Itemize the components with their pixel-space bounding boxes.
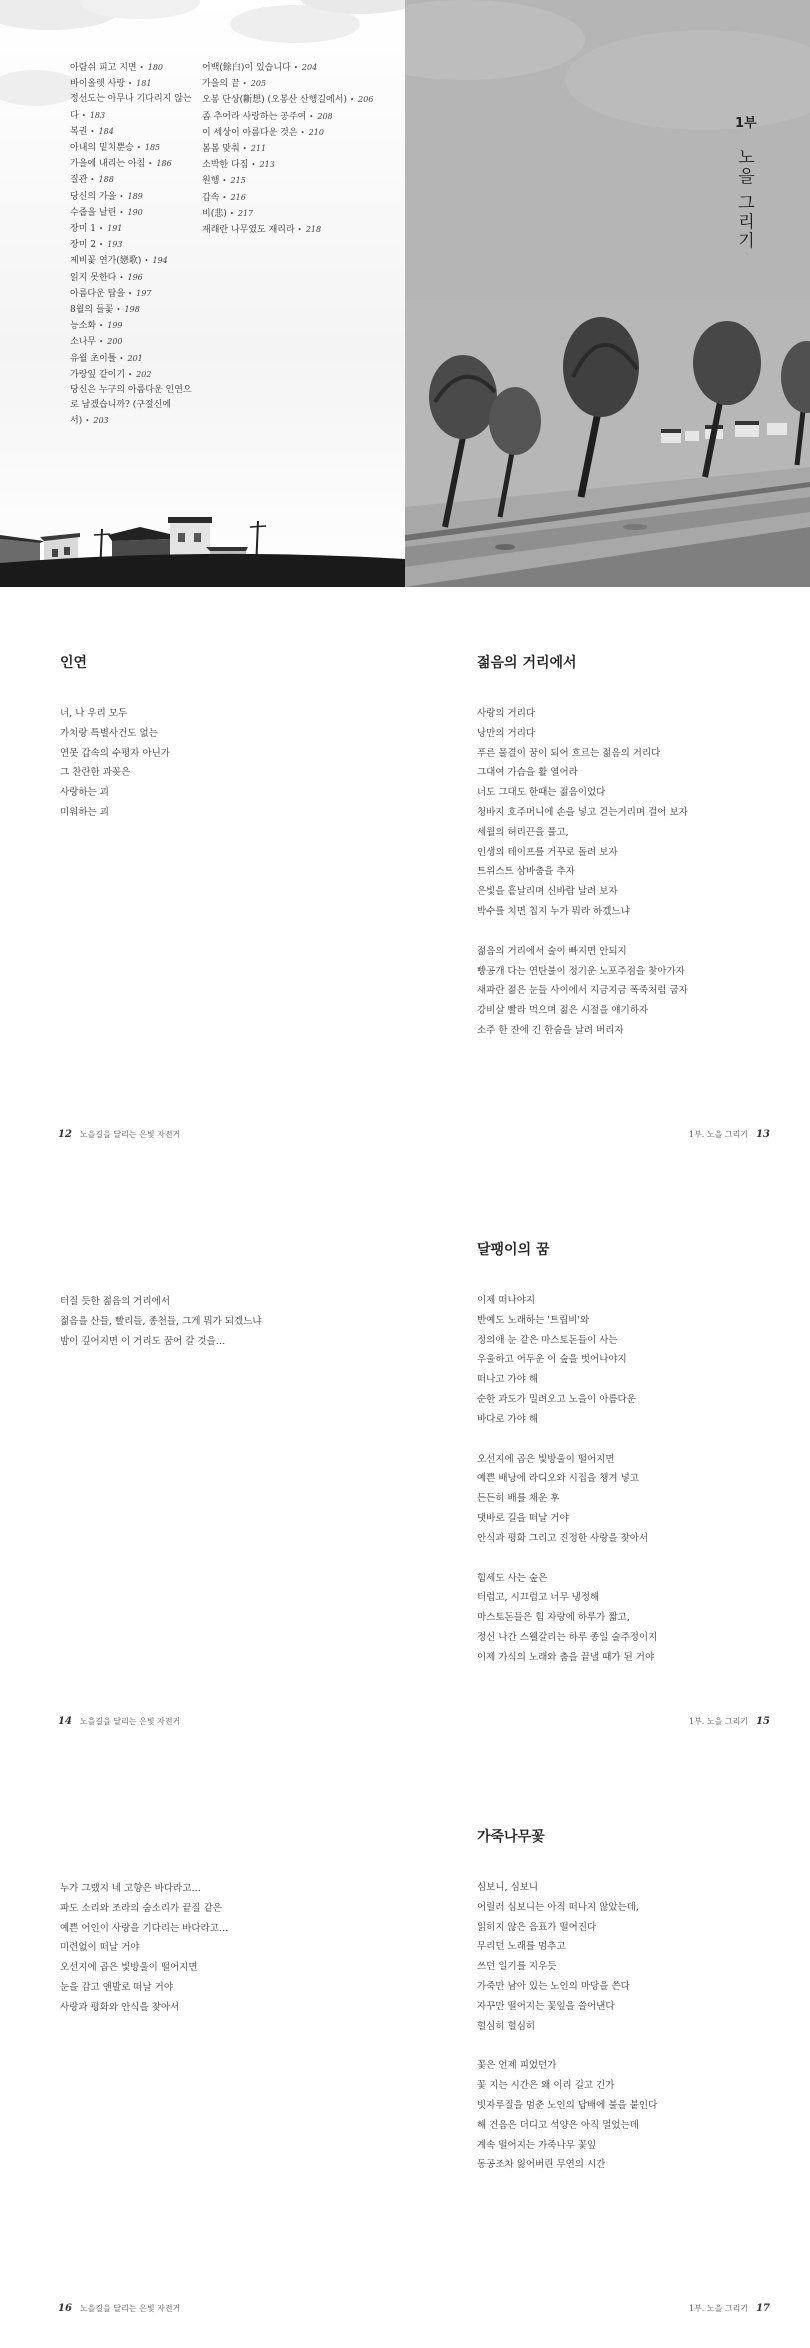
bullet-icon: • (99, 322, 104, 331)
poem-body (60, 1292, 262, 1351)
part-number: 1부 (735, 116, 757, 131)
toc-item (202, 109, 392, 125)
toc-item-page: 181 (136, 79, 152, 89)
poem-title: 젊음의 거리에서 (477, 655, 577, 671)
poem-line: 연못 갑속의 수평자 아닌가 (60, 747, 171, 759)
running-head: 1부. 노을 그리기 (688, 1717, 749, 1726)
toc-item-title: 좀 추어라 사랑하는 공주여 (202, 111, 307, 122)
toc-item-page: 202 (136, 369, 152, 379)
bullet-icon: • (119, 192, 124, 201)
bullet-icon: • (229, 209, 234, 218)
stanza (60, 704, 170, 823)
poem-line: 밤이 깊어지면 이 거리도 꿈어 갈 것을… (60, 1335, 226, 1347)
poem-line: 정의애 눈 같은 마스토돈들이 사는 (477, 1334, 618, 1346)
toc-item (202, 60, 392, 76)
poem-body (477, 1291, 657, 1668)
bullet-icon: • (85, 417, 90, 426)
toc-item (202, 157, 392, 173)
toc-item (70, 92, 200, 123)
running-head: 노을길을 달리는 은빛 자전거 (79, 1130, 181, 1139)
toc-item-title: 어백(餘白)이 있습니다 (202, 63, 291, 73)
poem-line: 바다로 가야 해 (477, 1413, 539, 1425)
toc-item-page: 199 (107, 321, 123, 331)
poem-line: 젊음을 산들, 빨리들, 종천들, 그게 뭐가 되겠느냐 (60, 1315, 262, 1327)
poem-line: 정신 나간 스웰갈리는 하루 종일 술주정이지 (477, 1631, 658, 1643)
poem-line: 쓰던 일기를 지우듯 (477, 1961, 557, 1973)
poem-line: 인생의 테이프를 거꾸로 돌려 보자 (477, 846, 618, 858)
toc-item (70, 172, 200, 188)
page-number: 14 (58, 1716, 72, 1727)
poem-line: 든든히 배를 채운 후 (477, 1493, 560, 1505)
poem-line: 사랑과 평화와 안식을 찾아서 (60, 2001, 180, 2013)
toc-item-page: 193 (107, 240, 123, 250)
toc-item-page: 194 (152, 256, 168, 266)
toc-item-page: 191 (107, 224, 123, 234)
bullet-icon: • (98, 225, 104, 234)
poem-line: 떠나고 가야 해 (477, 1374, 539, 1386)
page-15 (405, 1174, 810, 1761)
bullet-icon: • (300, 128, 305, 137)
toc-item (70, 253, 200, 269)
toc-item-page: 196 (127, 272, 143, 282)
toc-item-title: 갑속 (202, 192, 220, 203)
stanza (477, 1450, 657, 1549)
poem-body (477, 1878, 657, 2175)
trees-field-illustration (405, 297, 810, 587)
toc-column-left (70, 60, 200, 430)
page-number: 16 (58, 2303, 72, 2314)
toc-item-page: 198 (124, 305, 140, 315)
toc-item (70, 318, 200, 334)
toc-item (70, 76, 200, 92)
toc-item-title: 소나무 (70, 337, 97, 348)
poem-line: 세월의 허리끈을 풀고, (477, 826, 569, 838)
bullet-icon: • (242, 145, 247, 154)
poem-line: 빗자루질을 멈춘 노인의 답배에 불을 붙인다 (477, 2099, 658, 2111)
poem-line: 댓바로 길을 떠날 거야 (477, 1512, 569, 1524)
toc-item-title: 아람쉬 피고 지면 (70, 63, 137, 73)
bullet-icon: • (148, 160, 153, 169)
toc-item-title: 유월 초이틀 (70, 353, 117, 364)
poem-line: 계속 떨어지는 가죽나무 꽃잎 (477, 2139, 597, 2151)
poem-line: 우울하고 어두운 이 숲을 벗어나야지 (477, 1354, 627, 1366)
poem-line: 소주 한 잔에 긴 한숨을 날려 버리자 (477, 1024, 624, 1036)
bullet-icon: • (119, 273, 124, 282)
toc-item-page: 189 (127, 191, 143, 201)
poem-line: 오선지에 곱은 빛방울이 떨어지면 (60, 1962, 198, 1974)
toc-item-page: 190 (127, 207, 143, 217)
stanza (477, 1291, 657, 1430)
toc-item-page: 211 (250, 144, 267, 154)
running-head: 노을길을 달리는 은빛 자전거 (79, 1717, 181, 1726)
page-number: 13 (756, 1129, 770, 1140)
toc-item-title: 수줍을 날린 (70, 207, 117, 218)
spread-pages-14-15 (0, 1174, 810, 1761)
poem-line: 푸른 물결이 꿈이 되어 흐르는 젊음의 거리다 (477, 747, 661, 759)
toc-item-title: 바이올렛 사랑 (70, 79, 126, 90)
spread-pages-12-13 (0, 587, 810, 1174)
page-number: 17 (756, 2303, 770, 2314)
toc-item-title: 장미 2 (70, 240, 96, 251)
folio (689, 2303, 770, 2314)
folio (58, 1716, 180, 1727)
toc-item (70, 302, 200, 318)
toc-item (70, 140, 200, 156)
poem-line: 심보니, 심보니 (477, 1882, 539, 1893)
toc-item (70, 334, 200, 350)
toc-item (70, 351, 200, 367)
bullet-icon: • (98, 241, 104, 250)
toc-item-title: 당신의 가을 (70, 191, 117, 202)
poem-line: 새파란 젊은 눈들 사이에서 지금지금 폭죽처럼 굽자 (477, 985, 688, 997)
part-title: 노을 그리기 (734, 148, 754, 251)
toc-item-page: 218 (305, 225, 322, 235)
poem-line: 동공조차 잃어버린 무연의 시간 (477, 2159, 606, 2171)
bullet-icon: • (222, 193, 227, 202)
toc-item (70, 221, 200, 237)
stanza (477, 2056, 657, 2175)
poem-title: 달팽이의 꿈 (477, 1242, 550, 1258)
bullet-icon: • (222, 177, 227, 186)
poem-line: 미워하는 괴 (60, 806, 109, 818)
toc-item (202, 190, 392, 206)
cloud-decoration (0, 70, 80, 106)
poem-line: 사랑의 거리다 (477, 708, 536, 719)
bullet-icon: • (128, 370, 133, 379)
toc-item-page: 217 (237, 208, 254, 218)
bullet-icon: • (90, 127, 95, 136)
stanza (477, 1878, 657, 2036)
poem-title: 가죽나무꽃 (477, 1829, 545, 1845)
toc-item (70, 124, 200, 140)
toc-item-page: 206 (358, 95, 374, 105)
folio (58, 1129, 180, 1140)
bullet-icon: • (116, 306, 121, 315)
bullet-icon: • (90, 176, 95, 185)
toc-item-page: 215 (230, 176, 246, 186)
toc-item (70, 189, 200, 205)
toc-item-title: 비(悲) (202, 208, 227, 219)
toc-item-title: 가랑잎 같이기 (70, 369, 126, 380)
poem-line: 이제 가식의 노래와 춤을 끝낼 때가 된 거야 (477, 1651, 655, 1663)
poem-line: 순한 과도가 밀려오고 노을이 아름다운 (477, 1393, 636, 1405)
spread-pages-16-17 (0, 1761, 810, 2348)
page-14 (0, 1174, 405, 1761)
toc-item-title: 가을에 내리는 아침 (70, 159, 146, 170)
toc-item-title: 이 세상이 아름다운 것은 (202, 127, 298, 138)
toc-item-page: 208 (317, 111, 333, 121)
page-number: 15 (756, 1716, 770, 1727)
folio (58, 2303, 180, 2314)
toc-item (70, 60, 200, 76)
running-head: 1부. 노을 그리기 (688, 1130, 749, 1139)
page-number: 12 (58, 1129, 72, 1140)
poem-line: 오선지에 곱은 빛방울이 떨어지면 (477, 1453, 615, 1465)
toc-item-title: 당신은 누구의 아름다운 인연으로 남겠습니까? (구절신에서) (70, 385, 192, 427)
page-17 (405, 1761, 810, 2348)
poem-line: 터질 듯한 젊음의 거리에서 (60, 1296, 171, 1307)
bullet-icon: • (144, 257, 149, 266)
poem-line: 파도 소리와 조라의 숨소리가 끝질 같은 (60, 1902, 222, 1914)
toc-item-title: 질관 (70, 175, 88, 186)
bullet-icon: • (139, 64, 144, 72)
toc-item (202, 222, 392, 238)
bullet-icon: • (128, 289, 133, 298)
poem-line: 가치랑 특별사건도 없는 (60, 727, 158, 739)
toc-item (202, 125, 392, 141)
page-13 (405, 587, 810, 1174)
toc-item (70, 237, 200, 253)
poem-line: 은빛을 흩날리며 신바람 날려 보자 (477, 886, 618, 898)
page-12 (0, 587, 405, 1174)
toc-item-page: 203 (93, 416, 109, 426)
toc-item (70, 156, 200, 172)
running-head: 노을길을 달리는 은빛 자전거 (79, 2304, 181, 2313)
poem-line: 읽히지 않은 음표가 떨어진다 (477, 1921, 597, 1933)
toc-item-page: 213 (259, 160, 275, 170)
toc-page (0, 0, 405, 587)
poem-line: 사랑하는 괴 (60, 787, 109, 799)
stanza (477, 942, 688, 1041)
toc-item (70, 367, 200, 383)
toc-item (202, 76, 392, 92)
toc-item (202, 92, 392, 108)
toc-item-page: 205 (250, 79, 267, 89)
spread-toc-part-opener (0, 0, 810, 587)
poem-line: 너, 나 우리 모두 (60, 708, 128, 719)
toc-item-page: 201 (127, 353, 143, 363)
bullet-icon: • (349, 96, 355, 105)
village-illustration (0, 477, 405, 587)
folio (689, 1129, 770, 1140)
poem-body (477, 704, 688, 1041)
toc-item-title: 능소화 (70, 321, 97, 332)
stanza (60, 1292, 262, 1351)
poem-line: 예쁜 어인이 사랑을 기다리는 바다라고… (60, 1922, 229, 1934)
poem-line: 그 찬란한 과꽂은 (60, 767, 131, 779)
bullet-icon: • (119, 208, 124, 217)
bullet-icon: • (136, 144, 141, 153)
toc-item-page: 185 (144, 143, 161, 153)
toc-item-page: 204 (301, 63, 318, 72)
poem-line: 이제 떠나야지 (477, 1295, 536, 1306)
toc-item-title: 봄봄 맞춰 (202, 144, 240, 155)
bullet-icon: • (119, 354, 124, 363)
poem-line: 꽃은 언제 피었던가 (477, 2060, 557, 2072)
stanza (477, 704, 688, 922)
toc-item-page: 183 (89, 110, 106, 120)
poem-line: 어릴러 심보니는 아직 떠나지 않았는데, (477, 1901, 639, 1913)
toc-item-title: 소박한 다짐 (202, 160, 249, 171)
toc-item-title: 읽지 못한다 (70, 272, 117, 283)
toc-item-page: 216 (230, 192, 246, 202)
poem-line: 낭만의 거리다 (477, 727, 536, 739)
part-opener-page (405, 0, 810, 587)
poem-line: 너도 그대도 한때는 젊음이었다 (477, 787, 606, 799)
toc-item-title: 8월의 들꽃 (70, 305, 114, 316)
poem-line: 힘세도 사는 숲은 (477, 1572, 548, 1584)
toc-item-page: 180 (147, 63, 164, 72)
stanza (477, 1569, 657, 1668)
bullet-icon: • (251, 161, 256, 170)
toc-item-page: 200 (107, 337, 123, 347)
toc-item (202, 173, 392, 189)
poem-line: 가죽만 남아 있는 노인의 마당을 쓴다 (477, 1980, 630, 1992)
poem-title: 인연 (60, 655, 88, 671)
toc-item-title: 정선도는 아무나 기다리지 않는다 (70, 94, 192, 121)
toc-item-title: 장미 1 (70, 224, 96, 235)
toc-item-title: 재래란 나무였도 재리라 (202, 225, 295, 236)
page-16 (0, 1761, 405, 2348)
poem-line: 해 건음은 더디고 석양은 아직 멀었는데 (477, 2119, 639, 2131)
toc-item-title: 원행 (202, 176, 220, 187)
toc-column-right (202, 60, 392, 238)
bullet-icon: • (242, 80, 247, 89)
poem-line: 박수를 치면 칩지 누가 뭐라 하겠느냐 (477, 905, 630, 917)
toc-item-title: 복권 (70, 126, 88, 137)
stanza (60, 1879, 228, 2018)
poem-line: 꽃 지는 시간은 왜 이리 길고 긴가 (477, 2080, 615, 2092)
poem-body (60, 704, 170, 823)
poem-line: 누가 그랬지 네 고향은 바다라고… (60, 1883, 201, 1894)
bullet-icon: • (81, 111, 86, 120)
toc-item-title: 아내의 밑치뿐승 (70, 143, 134, 154)
poem-line: 눈을 감고 앤발로 떠날 거야 (60, 1981, 174, 1993)
folio (689, 1716, 770, 1727)
toc-item-page: 210 (308, 127, 324, 137)
poem-line: 젊음의 거리에서 술이 빠지면 안되지 (477, 945, 627, 957)
toc-item-page: 186 (156, 159, 172, 169)
bullet-icon: • (293, 64, 298, 72)
toc-item-page: 188 (98, 175, 114, 185)
poem-line: 청바지 호주머니에 손을 넣고 걷는거리며 걸어 보자 (477, 806, 688, 818)
poem-line: 안식과 평화 그리고 진정한 사랑을 찾아서 (477, 1532, 649, 1544)
bullet-icon: • (99, 338, 104, 347)
poem-line: 헐심히 헐심히 (477, 2020, 536, 2032)
poem-line: 미련없이 떠날 거야 (60, 1942, 140, 1954)
running-head: 1부. 노을 그리기 (688, 2304, 749, 2313)
poem-line: 빵공개 다는 연탄불이 정기운 노포주점을 찾아가자 (477, 965, 685, 977)
poem-line: 그대여 가슴을 활 열어라 (477, 767, 578, 779)
toc-item-title: 오봉 단상(斷想) (오봉산 산행길에서) (202, 95, 347, 106)
toc-item (70, 383, 200, 430)
toc-item (70, 205, 200, 221)
poem-line: 반예도 노래하는 '트립비'와 (477, 1314, 590, 1326)
toc-item-title: 가을의 끝 (202, 79, 240, 90)
poem-line: 강비살 빨라 먹으며 젊은 시절을 얘기하자 (477, 1005, 649, 1017)
poem-line: 자꾸만 떨어지는 꽃잎을 쓸어낸다 (477, 2000, 615, 2012)
toc-item-title: 제비꽃 연가(戀歌) (70, 256, 142, 267)
bullet-icon: • (128, 80, 133, 89)
poem-line: 마스토돈들은 힘 자랑에 하루가 짧고, (477, 1612, 630, 1624)
poem-body (60, 1879, 228, 2018)
toc-item (202, 206, 392, 222)
toc-item-page: 197 (136, 288, 152, 298)
poem-line: 무리던 노래를 멈추고 (477, 1941, 566, 1953)
toc-item (70, 270, 200, 286)
bullet-icon: • (297, 226, 302, 235)
poem-line: 예쁜 배낭에 라디오와 시집을 챙겨 넣고 (477, 1473, 639, 1485)
toc-item-page: 184 (98, 126, 114, 136)
poem-line: 터럽고, 시끄럽고 너무 냉정해 (477, 1592, 600, 1604)
toc-item-title: 아름다운 탑을 (70, 288, 126, 299)
toc-item (202, 141, 392, 157)
bullet-icon: • (309, 112, 314, 121)
poem-line: 트위스트 삼바춤을 추자 (477, 866, 575, 878)
toc-item (70, 286, 200, 302)
